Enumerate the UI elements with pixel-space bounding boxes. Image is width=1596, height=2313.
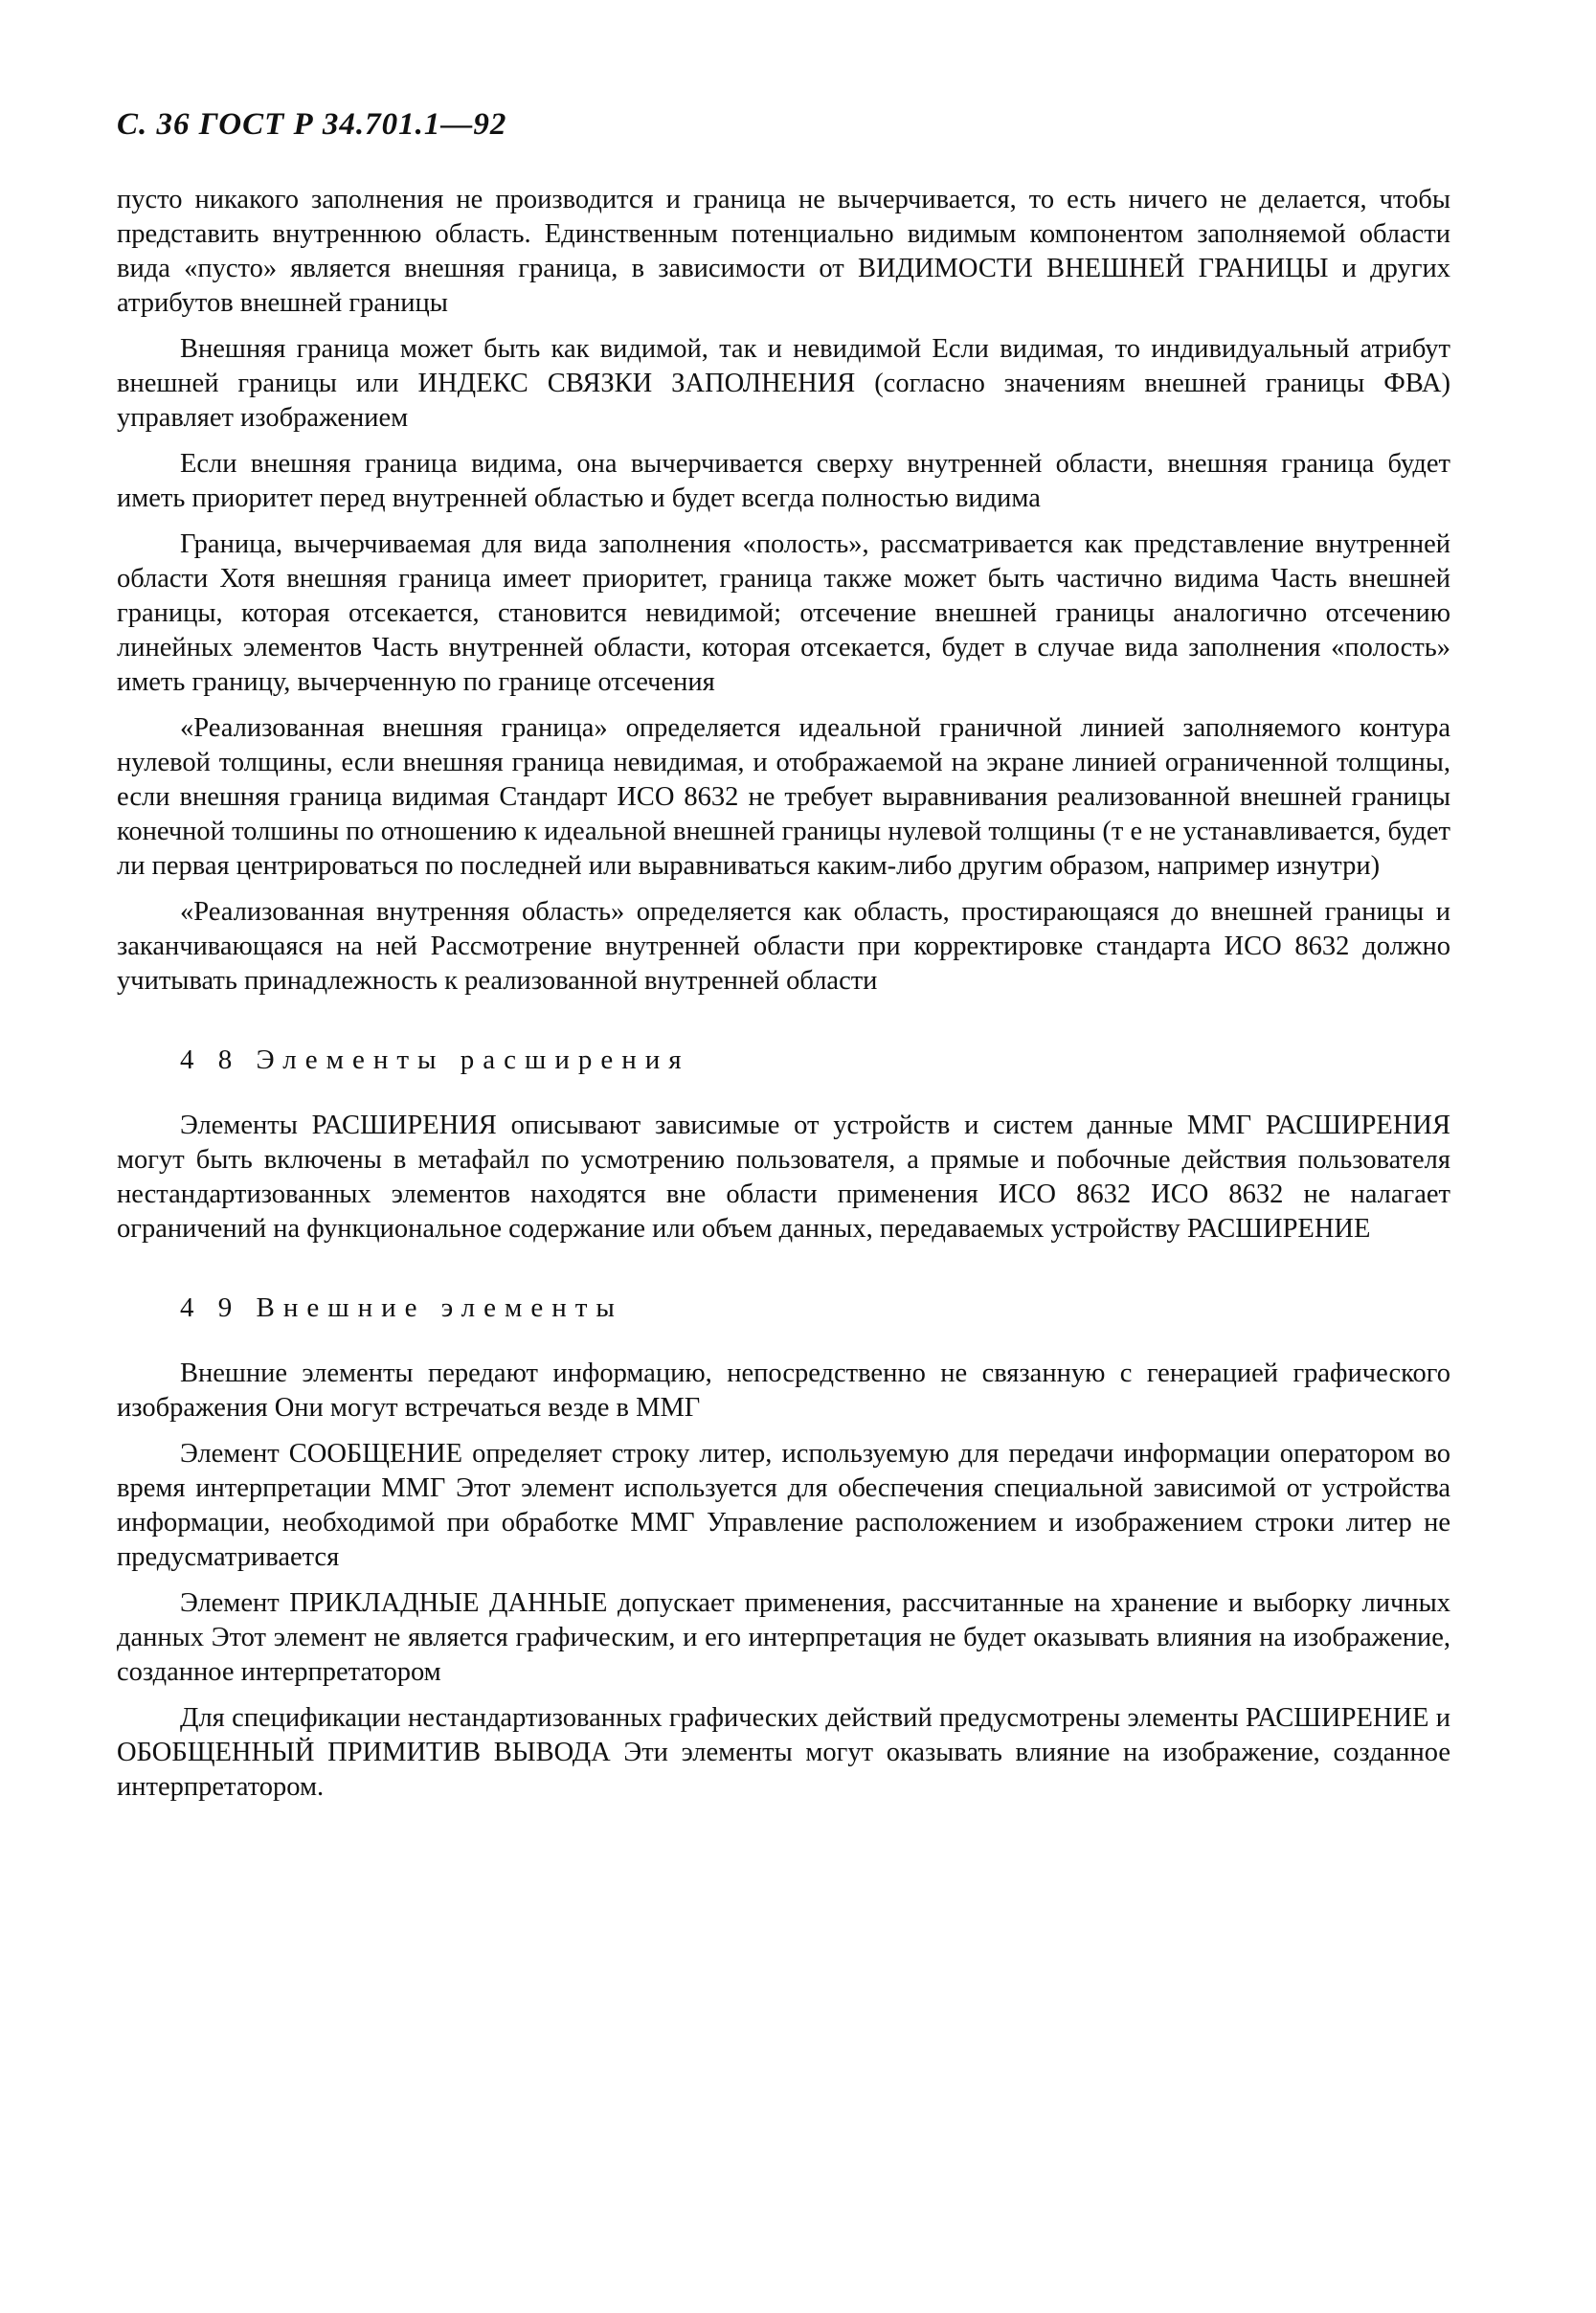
body-paragraph: Внешняя граница может быть как видимой, так и невидимой Если видимая, то индивидуальный атрибут внешней границы или ИНДЕКС СВЯЗКИ ЗАПОЛНЕНИЯ (согласно значениям внешней границы ФВА) управляет изображением	[117, 334, 1450, 433]
body-paragraph: Элемент ПРИКЛАДНЫЕ ДАННЫЕ допускает применения, рассчитанные на хранение и выборку личных данных Этот элемент не является графическим, и его интерпретация не будет оказывать влияния на изображение, созданное интерпретатором	[117, 1588, 1450, 1687]
body-paragraph: Для спецификации нестандартизованных графических действий предусмотрены элементы РАСШИРЕНИЕ и ОБОБЩЕННЫЙ ПРИМИТИВ ВЫВОДА Эти элементы могут оказывать влияние на изображение, созданное интерпретатором.	[117, 1703, 1450, 1802]
body-paragraph: Внешние элементы передают информацию, непосредственно не связанную с генерацией графического изображения Они могут встречаться везде в ММГ	[117, 1359, 1450, 1423]
body-paragraph: «Реализованная внутренняя область» определяется как область, простирающаяся до внешней границы и заканчивающаяся на ней Рассмотрение внутренней области при корректировке стандарта ИСО 8632 должно учитывать принадлежность к реализованной внутренней области	[117, 897, 1450, 996]
running-head: С. 36 ГОСТ Р 34.701.1—92	[117, 107, 507, 142]
body-paragraph: пусто никакого заполнения не производится и граница не вычерчивается, то есть ничего не делается, чтобы представить внутреннюю область. Единственным потенциально видимым компонентом заполняемой области вида «пусто» является внешняя граница, в зависимости от ВИДИМОСТИ ВНЕШНЕЙ ГРАНИЦЫ и других атрибутов внешней границы	[117, 185, 1450, 318]
body-paragraph: Элементы РАСШИРЕНИЯ описывают зависимые от устройств и систем данные ММГ РАСШИРЕНИЯ могут быть включены в метафайл по усмотрению пользователя, а прямые и побочные действия пользователя нестандартизованных элементов находятся вне области применения ИСО 8632 ИСО 8632 не налагает ограничений на функциональное содержание или объем данных, передаваемых устройству РАСШИРЕНИЕ	[117, 1111, 1450, 1244]
body-paragraph: Элемент СООБЩЕНИЕ определяет строку литер, используемую для передачи информации оператором во время интерпретации ММГ Этот элемент используется для обеспечения специальной зависимой от устройства информации, необходимой при обработке ММГ Управление расположением и изображением строки литер не предусматривается	[117, 1439, 1450, 1572]
body-paragraph: Граница, вычерчиваемая для вида заполнения «полость», рассматривается как представление внутренней области Хотя внешняя граница имеет приоритет, граница также может быть частично видима Часть внешней границы, которая отсекается, становится невидимой; отсечение внешней границы аналогично отсечению линейных элементов Часть внутренней области, которая отсекается, будет в случае вида заполнения «полость» иметь границу, вычерченную по границе отсечения	[117, 529, 1450, 697]
body-paragraph: «Реализованная внешняя граница» определяется идеальной граничной линией заполняемого контура нулевой толщины, если внешняя граница невидимая, и отображаемой на экране линией ограниченной толщины, если внешняя граница видимая Стандарт ИСО 8632 не требует выравнивания реализованной внешней границы конечной толшины по отношению к идеальной внешней границы нулевой толщины (т е не устанавливается, будет ли первая центрироваться по последней или выравниваться каким-либо другим образом, например изнутри)	[117, 713, 1450, 881]
section-heading-4-9: 4 9 Внешние элементы	[180, 1292, 623, 1323]
section-heading-4-8: 4 8 Элементы расширения	[180, 1044, 690, 1075]
body-paragraph: Если внешняя граница видима, она вычерчивается сверху внутренней области, внешняя граница будет иметь приоритет перед внутренней областью и будет всегда полностью видима	[117, 449, 1450, 513]
